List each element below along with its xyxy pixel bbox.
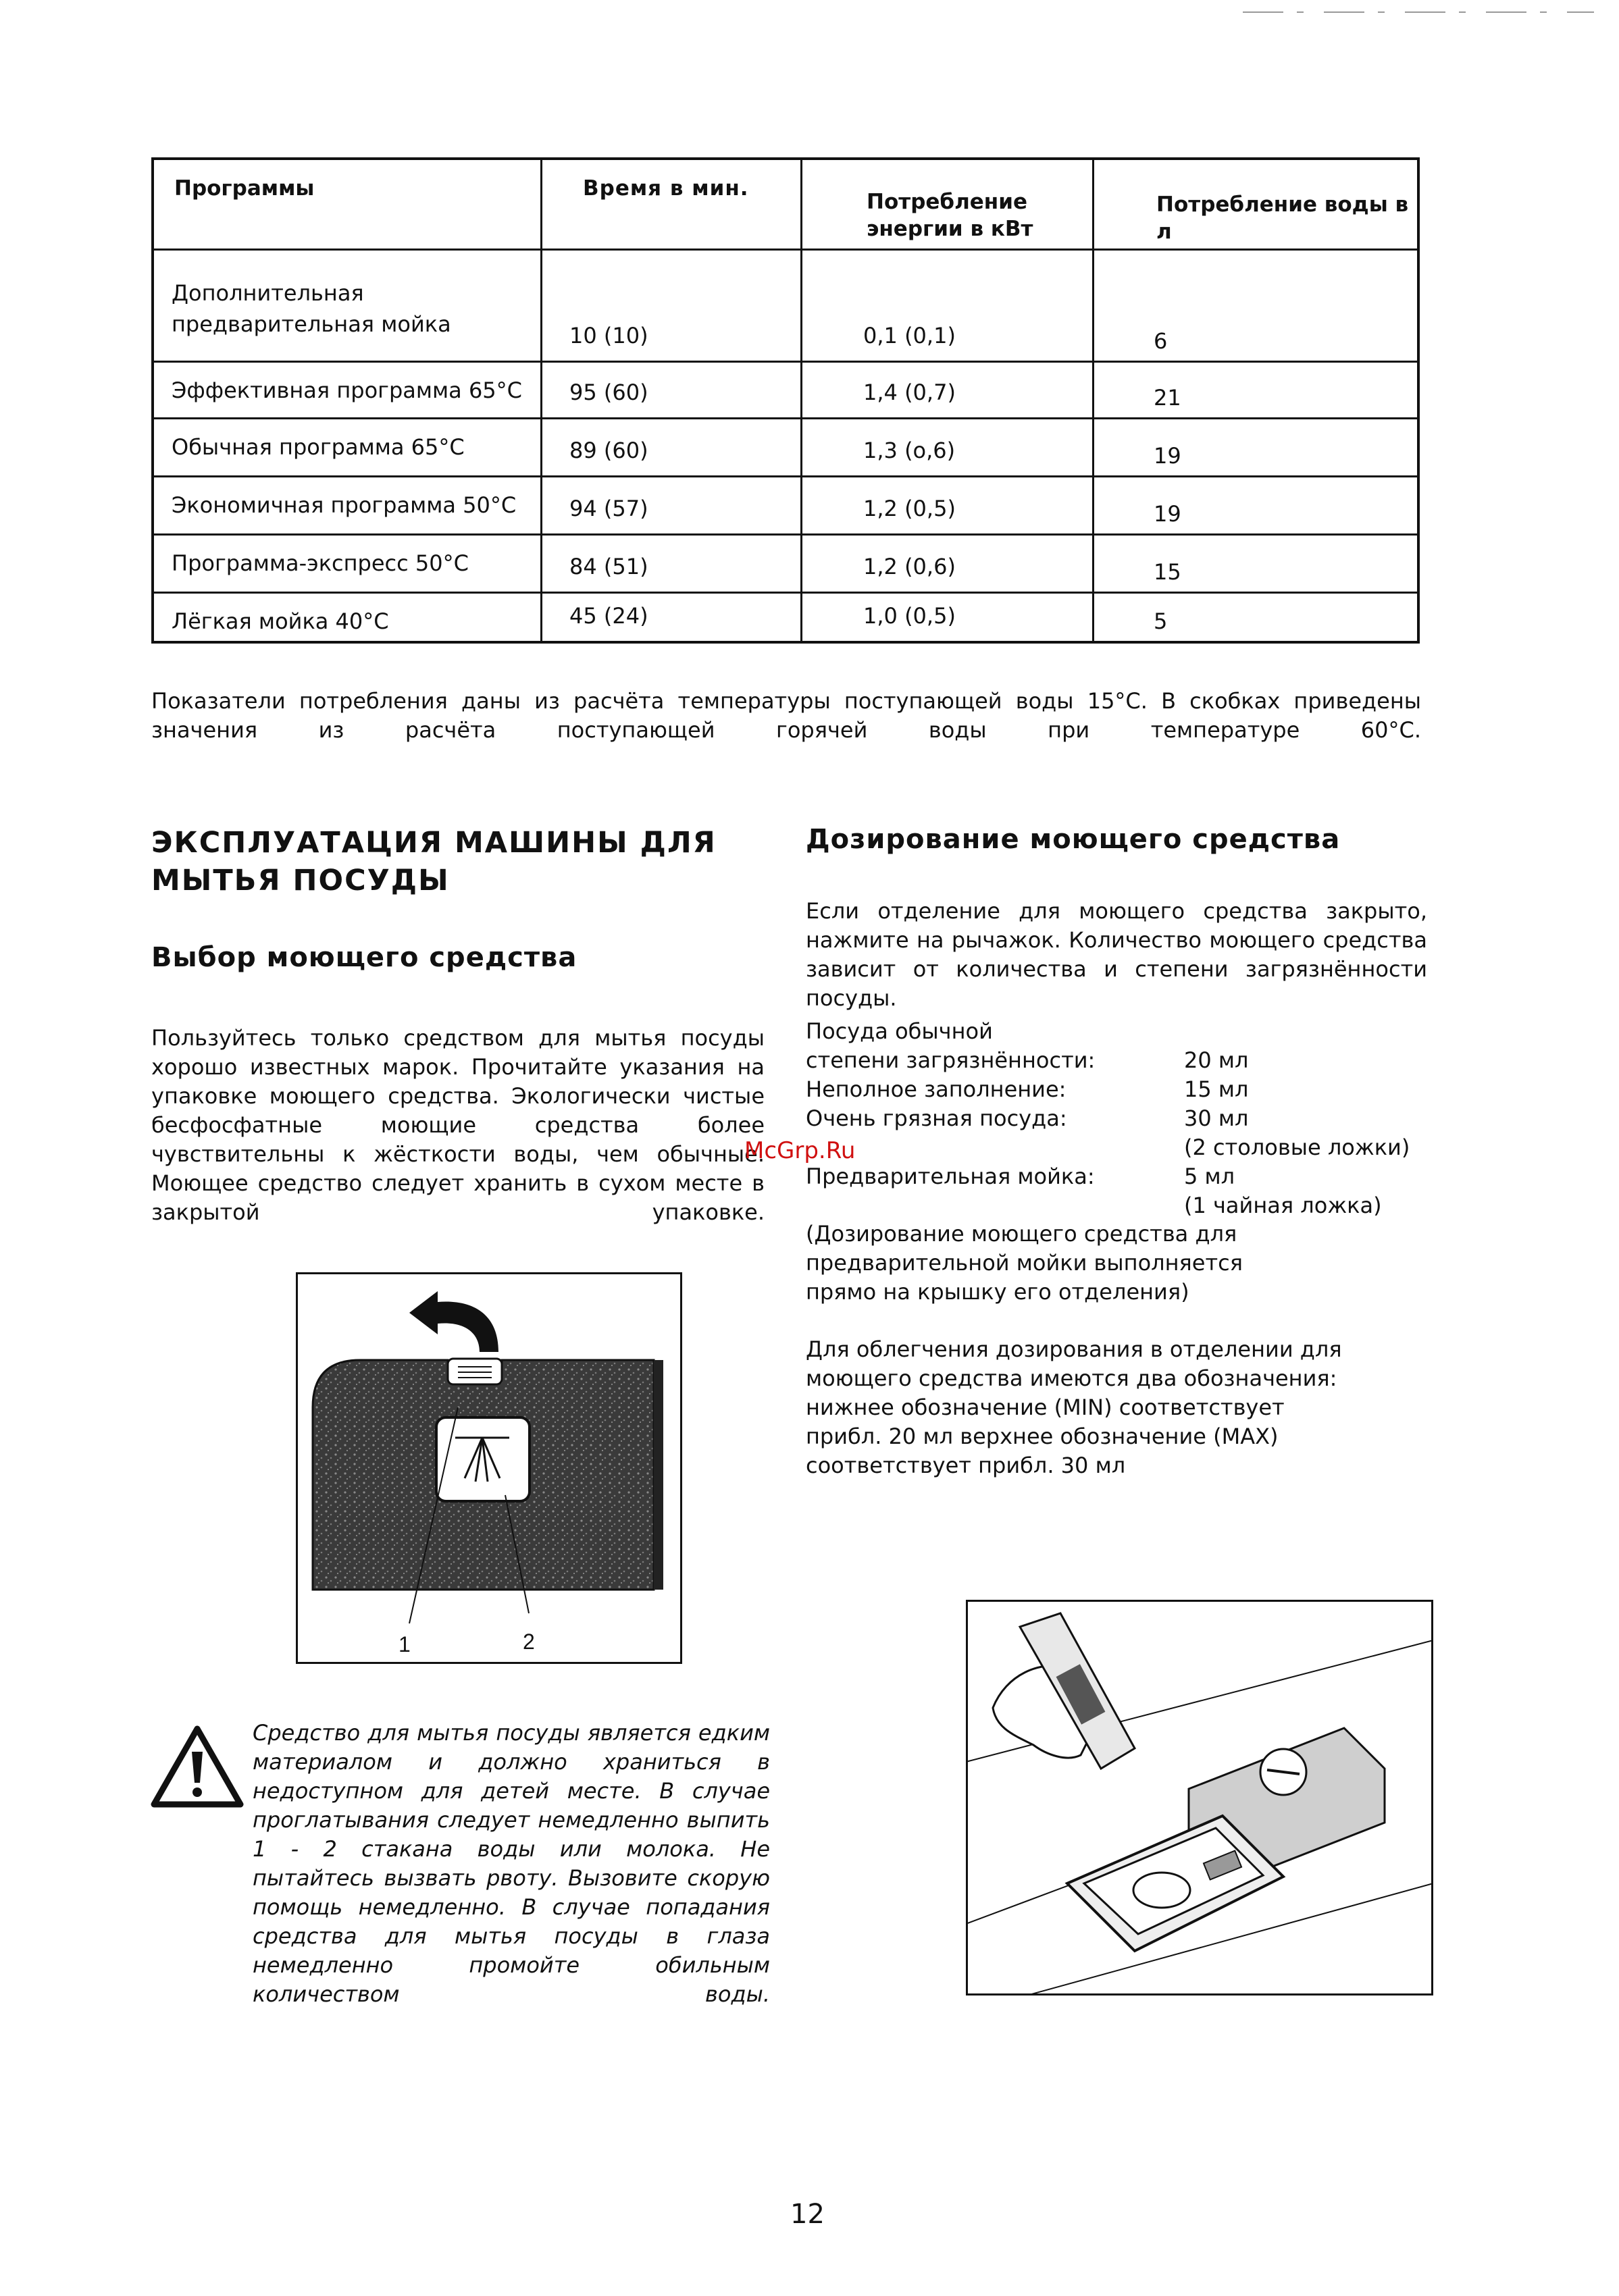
watermark: McGrp.Ru	[744, 1137, 856, 1164]
table-cell-energy: 1,0 (0,5)	[802, 594, 1094, 641]
paragraph-dosing-intro: Если отделение для моющего средства закрыто, нажмите на рычажок. Количество моющего средства зависит от количества и степени загрязнённости посуды.	[806, 898, 1427, 1011]
table-header-water: Потребление воды в л	[1094, 160, 1417, 251]
table-cell-energy: 1,4 (0,7)	[802, 363, 1094, 419]
dose-label: Очень грязная посуда:	[806, 1105, 1067, 1131]
dose-value: 30 мл	[1184, 1105, 1249, 1131]
paragraph-prewash-note: (Дозирование моющего средства для предварительной мойки выполняется прямо на крышку его отделения)	[806, 1221, 1243, 1305]
table-cell-time: 89 (60)	[542, 419, 802, 477]
list-item	[806, 1133, 1434, 1162]
table-cell-program: Экономичная программа 50°C	[154, 477, 542, 536]
table-cell-time: 10 (10)	[542, 251, 802, 363]
dispenser-illustration	[296, 1272, 682, 1664]
list-item	[806, 1104, 1434, 1133]
consumption-table	[151, 157, 1420, 644]
heading-select-detergent: Выбор моющего средства	[151, 942, 577, 973]
table-cell-time: 95 (60)	[542, 363, 802, 419]
table-cell-program: Лёгкая мойка 40°C	[154, 594, 542, 641]
table-cell-water: 21	[1094, 363, 1417, 419]
table-cell-program: Дополнительная предварительная мойка	[154, 251, 542, 363]
page-number: 12	[790, 2199, 825, 2230]
dose-label: Посуда обычной	[806, 1018, 993, 1044]
table-header-time: Время в мин.	[542, 160, 802, 251]
table-cell-time: 84 (51)	[542, 536, 802, 594]
table-cell-program: Обычная программа 65°C	[154, 419, 542, 477]
dose-label: степени загрязнённости:	[806, 1047, 1096, 1073]
list-item	[806, 1046, 1434, 1075]
dose-label: Предварительная мойка:	[806, 1164, 1095, 1189]
paragraph-dose-marks: Для облегчения дозирования в отделении для моющего средства имеются два обозначения: нижнее обозначение (MIN) соответствует прибл. 20 мл верхнее обозначение (MAX) соответствует прибл. 30 мл	[806, 1336, 1342, 1478]
callout-1: 1	[399, 1632, 411, 1656]
dose-value: 15 мл	[1184, 1076, 1249, 1102]
dose-extra: (2 столовые ложки)	[1184, 1134, 1410, 1160]
dose-list	[806, 1017, 1434, 1220]
list-item	[806, 1075, 1434, 1104]
table-cell-program: Эффективная программа 65°C	[154, 363, 542, 419]
warning-text: Средство для мытья посуды является едким материалом и должно храниться в недоступном для детей месте. В случае проглатывания следует немедленно выпить 1 - 2 стакана воды или молока. Не пытайтесь вызвать рвоту. Вызовите скорую помощь немедленно. В случае попадания средства для мытья посуды в глаза немедленно промойте обильным количеством воды.	[253, 1720, 770, 2007]
table-cell-water: 15	[1094, 536, 1417, 594]
warning-triangle-icon	[150, 1725, 245, 1808]
consumption-note: Показатели потребления даны из расчёта температуры поступающей воды 15°C. В скобках приведены значения из расчёта поступающей горячей воды при температуре 60°C.	[151, 688, 1421, 743]
table-cell-energy: 1,2 (0,5)	[802, 477, 1094, 536]
dose-extra: (1 чайная ложка)	[1184, 1193, 1382, 1218]
table-cell-water: 6	[1094, 251, 1417, 363]
dose-value: 5 мл	[1184, 1164, 1235, 1189]
table-header-energy: Потребление энергии в кВт	[802, 160, 1094, 251]
table-cell-energy: 1,3 (о,6)	[802, 419, 1094, 477]
callout-2: 2	[523, 1629, 535, 1654]
list-item	[806, 1017, 1434, 1046]
table-cell-energy: 0,1 (0,1)	[802, 251, 1094, 363]
table-cell-program: Программа-экспресс 50°C	[154, 536, 542, 594]
list-item	[806, 1191, 1434, 1220]
scan-artifact-line	[1243, 11, 1594, 14]
table-header-program: Программы	[154, 160, 542, 251]
table-cell-time: 45 (24)	[542, 594, 802, 641]
table-cell-water: 19	[1094, 477, 1417, 536]
dose-value: 20 мл	[1184, 1047, 1249, 1073]
table-cell-energy: 1,2 (0,6)	[802, 536, 1094, 594]
table-cell-water: 19	[1094, 419, 1417, 477]
heading-dosing: Дозирование моющего средства	[806, 824, 1341, 855]
dosing-illustration	[966, 1600, 1433, 1995]
list-item	[806, 1162, 1434, 1191]
table-cell-water: 5	[1154, 608, 1168, 634]
table-cell-time: 94 (57)	[542, 477, 802, 536]
paragraph-select-detergent: Пользуйтесь только средством для мытья посуды хорошо известных марок. Прочитайте указания на упаковке моющего средства. Экологически чистые бесфосфатные моющие средства более чувствительны к жёсткости воды, чем обычные. Моющее средство следует хранить в сухом месте в закрытой упаковке.	[151, 1025, 765, 1225]
section-title: ЭКСПЛУАТАЦИЯ МАШИНЫ ДЛЯ МЫТЬЯ ПОСУДЫ	[151, 826, 717, 897]
dose-label: Неполное заполнение:	[806, 1076, 1067, 1102]
